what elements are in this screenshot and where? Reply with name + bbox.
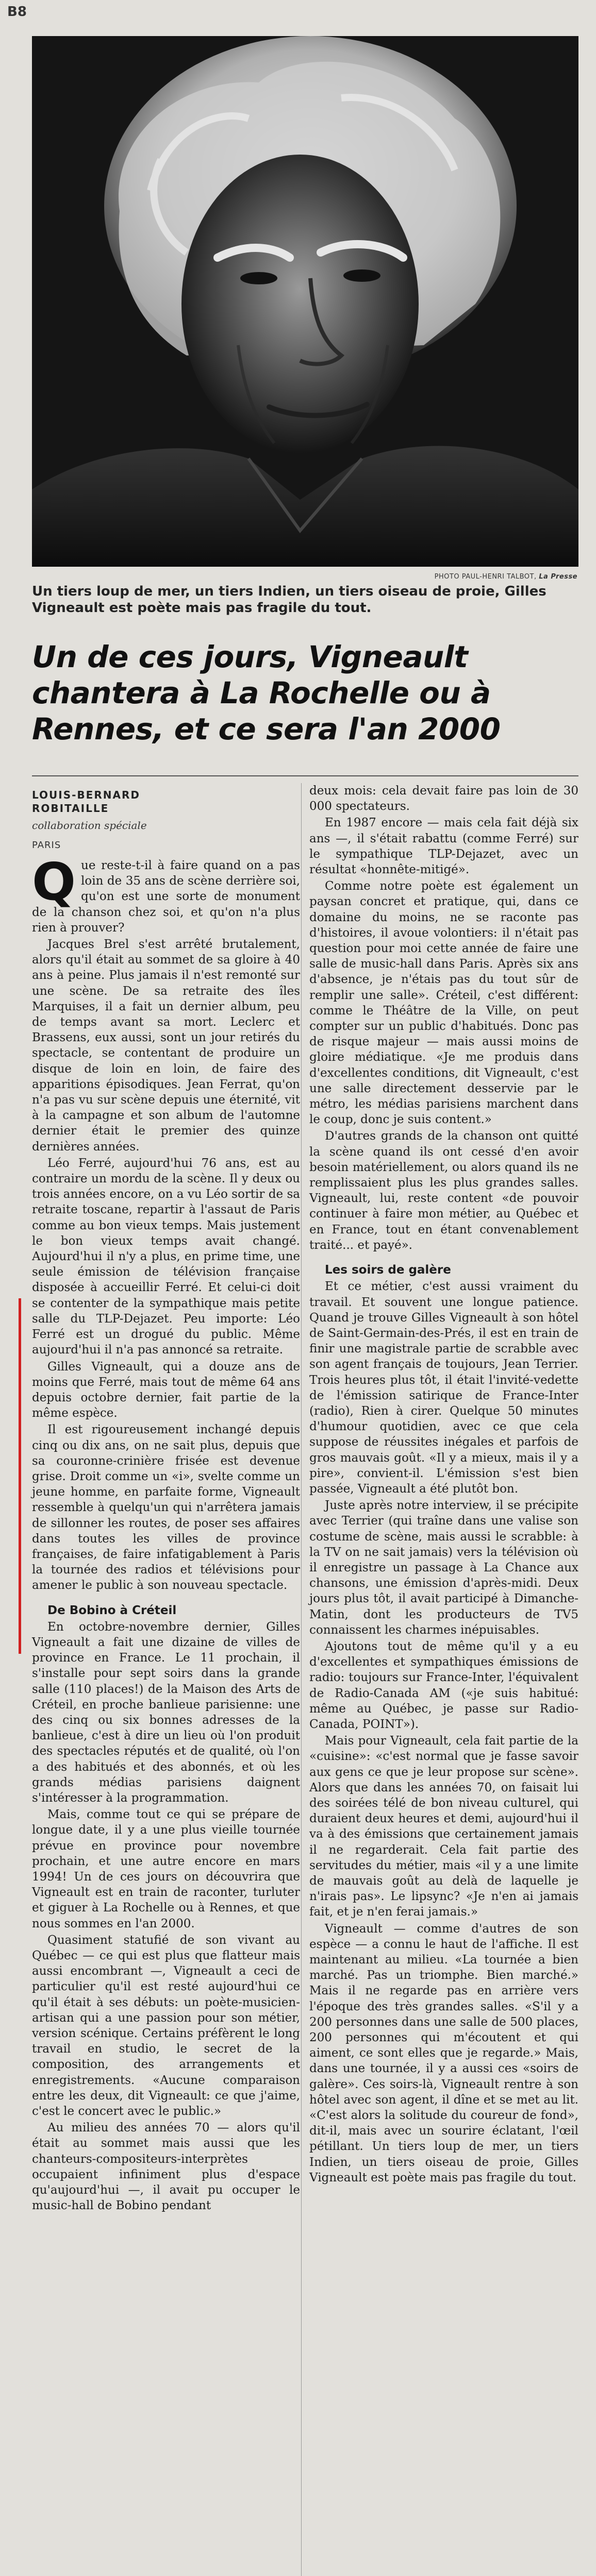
photo-caption: Un tiers loup de mer, un tiers Indien, un tiers oiseau de proie, Gilles Vigneault est poète mais pas fragile du tout. [32, 584, 547, 616]
paragraph: D'autres grands de la chanson ont quitté la scène quand ils ont cessé d'en avoir besoin matériellement, ou alors quand ils ne remplissaient plus les plus grandes salles. Vigneault, lui, reste content «de pouvoir continuer à faire mon métier, au Québec et en France, tout en étant convenablement traité... et payé». [309, 1129, 578, 1252]
highlight-marker [19, 1298, 21, 1654]
photo-credit-text: PHOTO PAUL-HENRI TALBOT, [434, 573, 537, 581]
paragraph: Mais, comme tout ce qui se prépare de longue date, il y a une plus vieille tournée prévue en province pour novembre prochain, et une autre encore en mars 1994! Un de ces jours on découvrira que Vigneault est en train de raconter, turluter et giguer à La Rochelle ou à Rennes, et que nous sommes en l'an 2000. [32, 1808, 300, 1930]
subhead: De Bobino à Créteil [47, 1603, 177, 1617]
dateline: PARIS [32, 840, 61, 851]
paragraph-text: ue reste-t-il à faire quand on a pas loin de 35 ans de scène derrière soi, qu'on est une sorte de monument de la chanson chez soi, et qu'on n'a plus rien à prouver? [32, 859, 300, 935]
column-divider [301, 783, 302, 2576]
byline-last-name: ROBITAILLE [32, 802, 109, 815]
paragraph: Et ce métier, c'est aussi vraiment du travail. Et souvent une longue patience. Quand je trouve Gilles Vigneault à son hôtel de Saint-Germain-des-Prés, il est en train de finir une magistrale partie de scrabble avec son agent français de toujours, Jean Terrier. Trois heures plus tôt, il était l'invité-vedette de l'émission satirique de France-Inter (radio), Rien à cirer. Quelque 50 minutes d'humour quotidien, avec ce que cela suppose de réussites inégales et parfois de gros mauvais goût. «Il y a mieux, mais il y a pire», convient-il. L'émission s'est bien passée, Vigneault a été plutôt bon. [309, 1280, 578, 1496]
article-column-left [32, 852, 300, 2214]
paragraph: En 1987 encore — mais cela fait déjà six ans —, il s'était rabattu (comme Ferré) sur le sympathique TLP-Dejazet, avec un résultat «honnête-mitigé». [309, 816, 578, 877]
paragraph: Quasiment statufié de son vivant au Québec — ce qui est plus que flatteur mais aussi encombrant —, Vigneault a ceci de particulier qu'il est resté aujourd'hui ce qu'il était à ses débuts: un poète-musicien-artisan qui a une passion pour son métier, version scénique. Certains préfèrent le long travail en studio, le secret de la composition, des arrangements et enregistrements. «Aucune comparaison entre les deux, dit Vigneault: ce que j'aime, c'est le concert avec le public.» [32, 1933, 300, 2119]
portrait-image [32, 36, 578, 567]
article-column-right [309, 783, 578, 2187]
paragraph: Il est rigoureusement inchangé depuis cinq ou dix ans, on ne sait plus, depuis que sa couronne-crinière frisée est devenue grise. Droit comme un «i», svelte comme un jeune homme, en parfaite forme, Vigneault ressemble à quelqu'un qui n'arrêtera jamais de sillonner les routes, de poser ses affaires dans toutes les villes de province françaises, de faire infatigablement à Paris la tournée des radios et télévisions pour amener le public à son nouveau spectacle. [32, 1423, 300, 1592]
paragraph: deux mois: cela devait faire pas loin de 30 000 spectateurs. [309, 784, 578, 814]
paragraph [32, 852, 300, 936]
headline: Un de ces jours, Vigneault chantera à La Rochelle ou à Rennes, et ce sera l'an 2000 [32, 639, 501, 747]
paragraph: Juste après notre interview, il se précipite avec Terrier (qui traîne dans une valise son costume de scène, mais aussi le scrabble: à la TV on ne sait jamais) vers la télévision où il enregistre un passage à La Chance aux chansons, une émission d'après-midi. Deux jours plus tôt, il avait participé à Dimanche-Matin, dont les producteurs de TV5 connaissent les charmes inépuisables. [309, 1499, 578, 1637]
photo-credit-source: La Presse [539, 573, 577, 581]
paragraph: Mais pour Vigneault, cela fait partie de la «cuisine»: «c'est normal que je fasse savoir aux gens ce que je leur propose sur scène». Alors que dans les années 70, on faisait lui des soirées télé de bon niveau culturel, qui duraient deux heures et demi, aujourd'hui il va à des émissions que certainement jamais il ne regarderait. Cela fait partie des servitudes du métier, mais «il y a une limite de mauvais goût au delà de laquelle je n'irais pas». Le lipsync? «Je n'en ai jamais fait, et je n'en ferai jamais.» [309, 1734, 578, 1919]
portrait-photo [32, 36, 578, 567]
photo-credit [309, 573, 577, 581]
byline-first-name: LOUIS-BERNARD [32, 789, 140, 801]
paragraph: En octobre-novembre dernier, Gilles Vigneault a fait une dizaine de villes de province en France. Le 11 prochain, il s'installe pour sept soirs dans la grande salle (110 places!) de la Maison des Arts de Créteil, en proche banlieue parisienne: une des cinq ou six bonnes adresses de la banlieue, c'est à dire un lieu où l'on produit des spectacles réputés et de qualité, où l'on a des habitués et des abonnés, et où les grands médias parisiens daignent s'intéresser à la programmation. [32, 1620, 300, 1805]
drop-cap: Q [32, 852, 76, 912]
byline [32, 788, 140, 815]
paragraph: Au milieu des années 70 — alors qu'il était au sommet mais aussi que les chanteurs-compositeurs-interprètes occupaient infiniment plus d'espace qu'aujourd'hui —, il avait pu occuper le music-hall de Bobino pendant [32, 2121, 300, 2213]
paragraph: Comme notre poète est également un paysan concret et pratique, qui, dans ce domaine du moins, ne se raconte pas d'histoires, il avoue volontiers: il n'était pas question pour moi cette année de faire une salle de music-hall dans Paris. Après six ans d'absence, je n'étais pas du tout sûr de remplir une salle». Créteil, c'est différent: comme le Théâtre de la Ville, on peut compter sur un public d'habitués. Donc pas de risque majeur — mais aussi moins de gloire médiatique. «Je me produis dans d'excellentes conditions, dit Vigneault, c'est une salle directement desservie par le métro, les médias parisiens marchent dans le coup, donc je suis content.» [309, 879, 578, 1127]
byline-role: collaboration spéciale [32, 819, 147, 832]
paragraph: Ajoutons tout de même qu'il y a eu d'excellentes et sympathiques émissions de radio: toujours sur France-Inter, l'équivalent de Radio-Canada AM («je suis habitué: même au Québec, je passe sur Radio-Canada, POINT»). [309, 1639, 578, 1731]
paragraph: Léo Ferré, aujourd'hui 76 ans, est au contraire un mordu de la scène. Il y deux ou trois années encore, on a vu Léo sortir de sa retraite toscane, repartir à l'assaut de Paris comme au bon vieux temps. Mais justement le bon vieux temps avait changé. Aujourd'hui il n'y a plus, en prime time, une seule émission de télévision française disposée à accueillir Ferré. Et celui-ci doit se contenter de la sympathique mais petite salle du TLP-Dejazet. Peu importe: Léo Ferré est un drogué du public. Même aujourd'hui il n'a pas annoncé sa retraite. [32, 1156, 300, 1357]
headline-rule [32, 775, 578, 776]
subhead: Les soirs de galère [325, 1263, 451, 1277]
page-number: B8 [7, 4, 27, 20]
paragraph: Jacques Brel s'est arrêté brutalement, alors qu'il était au sommet de sa gloire à 40 ans à peine. Plus jamais il n'est remonté sur une scène. De sa retraite des îles Marquises, il a fait un dernier album, peu de temps avant sa mort. Leclerc et Brassens, eux aussi, sont un jour retirés du spectacle, se contentant de produire un disque de loin en loin, de faire des apparitions épisodiques. Jean Ferrat, qu'on n'a pas vu sur scène depuis une éternité, vit à la campagne et son album de l'automne dernier était le premier des quinze dernières années. [32, 938, 300, 1154]
paragraph: Vigneault — comme d'autres de son espèce — a connu le haut de l'affiche. Il est maintenant au milieu. «La tournée a bien marché. Pas un triomphe. Bien marché.» Mais il ne regarde pas en arrière vers l'époque des très grandes salles. «S'il y a 200 personnes dans une salle de 500 places, 200 personnes qui m'écoutent et qui aiment, ce sont elles que je regarde.» Mais, dans une tournée, il y a aussi ces «soirs de galère». Ces soirs-là, Vigneault rentre à son hôtel avec son agent, il dîne et se met au lit. «C'est alors la solitude du coureur de fond», dit-il, mais avec un sourire éclatant, l'œil pétillant. Un tiers loup de mer, un tiers Indien, un tiers oiseau de proie, Gilles Vigneault est poète mais pas fragile du tout. [309, 1922, 578, 2184]
paragraph: Gilles Vigneault, qui a douze ans de moins que Ferré, mais tout de même 64 ans depuis octobre dernier, fait partie de la même espèce. [32, 1360, 300, 1420]
